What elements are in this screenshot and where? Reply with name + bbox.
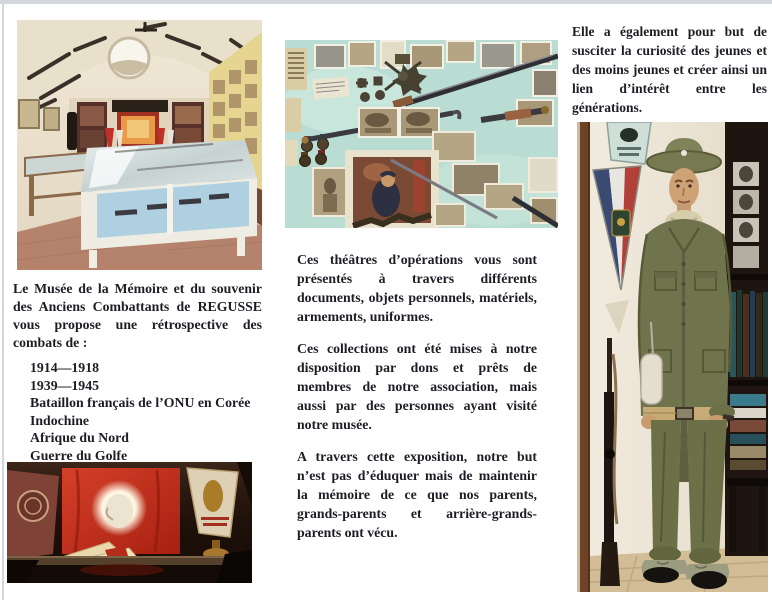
uniform-mannequin	[67, 112, 77, 150]
right-text-block	[572, 22, 767, 117]
left-drape	[7, 470, 59, 560]
display-cabinet-left	[77, 102, 107, 154]
middle-text-block	[297, 250, 537, 555]
conflict-item: Afrique du Nord	[30, 430, 129, 445]
left-text-block	[13, 280, 262, 464]
photo-museum-interior-art	[17, 20, 262, 270]
paragraph-theatres: Ces théâtres d’opérations vous sont présentés à travers différents documents, objets personnels, matériels, armements, uniformes.	[297, 252, 537, 324]
conflict-item: Guerre du Golfe	[30, 447, 128, 463]
glass-shelf	[7, 556, 252, 583]
conflict-item: Bataillon français de l’ONU en Corée	[30, 395, 251, 410]
conflict-item: 1939—1945	[30, 377, 99, 393]
photo-banner-display-art	[7, 462, 252, 583]
top-pennant	[607, 122, 651, 164]
photo-artifact-table-art	[285, 40, 558, 228]
left-divider	[2, 0, 4, 600]
lit-display	[117, 112, 159, 148]
photo-mannequin	[577, 122, 768, 592]
paragraph-generations: Elle a également pour but de susciter la curiosité des jeunes et des moins jeunes et créer ainsi un lien d’intérêt entre les générations.	[572, 24, 767, 115]
twin-photos	[359, 108, 439, 137]
conflict-item: Indochine	[30, 412, 90, 428]
paragraph-exposition: A travers cette exposition, notre but n’est pas d’éduquer mais de maintenir la mémoire de ce que nos parents, grands-parents et arrière-grands-parents ont vécu.	[297, 449, 537, 540]
photo-banner-display	[7, 462, 252, 583]
door-frame	[577, 122, 590, 592]
photo-mannequin-art	[577, 122, 768, 592]
paragraph-collections: Ces collections ont été mises à notre disposition par dons et prêts de membres de notre association, mais aussi par des personnes ayant visité notre musée.	[297, 341, 537, 432]
photo-artifact-table	[285, 40, 558, 228]
top-divider	[0, 0, 772, 4]
portrait-photo	[313, 168, 347, 216]
photo-museum-interior	[17, 20, 262, 270]
note-card	[312, 76, 350, 99]
conflict-list	[13, 359, 262, 464]
conflict-item: 1914—1918	[30, 360, 99, 375]
museum-intro: Le Musée de la Mémoire et du souvenir des Anciens Combattants de REGUSSE vous propose une rétrospective des combats de :	[13, 281, 262, 350]
glowing-bust	[91, 480, 147, 536]
